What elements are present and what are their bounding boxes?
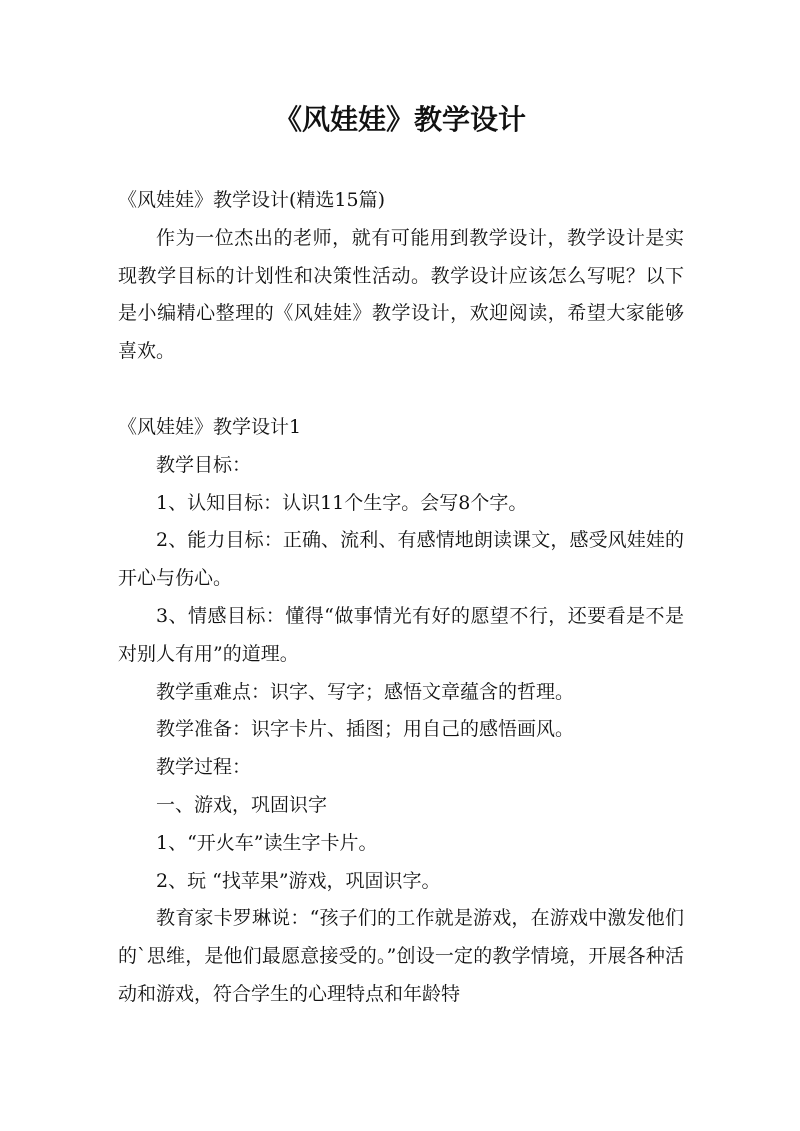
step-one-heading: 一、游戏，巩固识字 <box>156 793 328 816</box>
teaching-preparation: 教学准备：识字卡片、插图；用自己的感悟画风。 <box>156 718 575 741</box>
subtitle-paragraph: 《风娃娃》教学设计(精选15篇) <box>118 189 386 211</box>
document-title: 《风娃娃》教学设计 <box>273 103 526 136</box>
goal-emotion: 3、情感目标：懂得“做事情光有好的愿望不行，还要看是不是对别人有用”的道理。 <box>118 604 684 665</box>
educator-quote-paragraph: 教育家卡罗琳说：“孩子们的工作就是游戏，在游戏中激发他们的`思维，是他们最愿意接受的。”创设一定的教学情境，开展各种活动和游戏，符合学生的心理特点和年龄特 <box>118 907 684 1005</box>
intro-paragraph: 作为一位杰出的老师，就有可能用到教学设计，教学设计是实现教学目标的计划性和决策性活动。教学设计应该怎么写呢？以下是小编精心整理的《风娃娃》教学设计，欢迎阅读，希望大家能够喜欢。 <box>118 226 684 363</box>
key-difficulties: 教学重难点：识字、写字；感悟文章蕴含的哲理。 <box>156 680 575 703</box>
step-one-item-1: 1、“开火车”读生字卡片。 <box>156 831 378 854</box>
step-one-item-2: 2、玩 “找苹果”游戏，巩固识字。 <box>156 869 441 892</box>
goal-cognitive: 1、认知目标：认识11个生字。会写8个字。 <box>156 491 528 514</box>
teaching-goals-heading: 教学目标： <box>156 453 252 476</box>
goal-ability: 2、能力目标：正确、流利、有感情地朗读课文，感受风娃娃的开心与伤心。 <box>118 529 684 590</box>
section-heading: 《风娃娃》教学设计1 <box>118 415 302 438</box>
paragraph-spacer <box>118 371 684 409</box>
teaching-process-heading: 教学过程： <box>156 756 252 779</box>
document-body <box>118 182 684 1014</box>
